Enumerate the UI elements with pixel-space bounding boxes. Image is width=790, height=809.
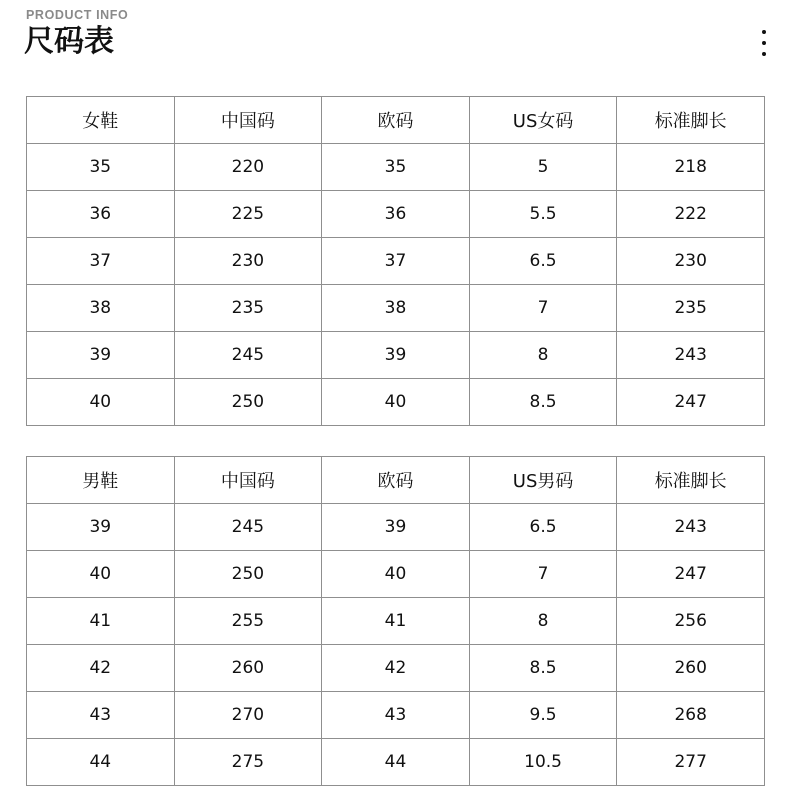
table-cell: 40 bbox=[27, 379, 175, 426]
table-cell: 230 bbox=[617, 238, 765, 285]
more-dot bbox=[762, 52, 766, 56]
men-size-table bbox=[26, 456, 765, 786]
column-header: 欧码 bbox=[322, 97, 470, 144]
table-cell: 36 bbox=[27, 191, 175, 238]
table-row bbox=[27, 332, 765, 379]
more-vertical-icon[interactable] bbox=[752, 26, 776, 60]
table-cell: 37 bbox=[322, 238, 470, 285]
table-cell: 222 bbox=[617, 191, 765, 238]
table-cell: 35 bbox=[322, 144, 470, 191]
table-cell: 38 bbox=[27, 285, 175, 332]
table-cell: 44 bbox=[322, 739, 470, 786]
table-cell: 38 bbox=[322, 285, 470, 332]
table-cell: 8.5 bbox=[469, 379, 617, 426]
table-cell: 8 bbox=[469, 598, 617, 645]
table-cell: 245 bbox=[174, 504, 322, 551]
table-cell: 39 bbox=[27, 332, 175, 379]
table-cell: 9.5 bbox=[469, 692, 617, 739]
table-cell: 270 bbox=[174, 692, 322, 739]
table-cell: 10.5 bbox=[469, 739, 617, 786]
table-row bbox=[27, 692, 765, 739]
column-header: 中国码 bbox=[174, 97, 322, 144]
table-cell: 220 bbox=[174, 144, 322, 191]
table-cell: 268 bbox=[617, 692, 765, 739]
table-cell: 256 bbox=[617, 598, 765, 645]
table-row bbox=[27, 285, 765, 332]
table-cell: 39 bbox=[322, 332, 470, 379]
table-cell: 39 bbox=[27, 504, 175, 551]
table-cell: 36 bbox=[322, 191, 470, 238]
table-cell: 225 bbox=[174, 191, 322, 238]
column-header: 欧码 bbox=[322, 457, 470, 504]
page-title: 尺码表 bbox=[24, 24, 114, 59]
table-cell: 255 bbox=[174, 598, 322, 645]
table-cell: 250 bbox=[174, 551, 322, 598]
table-cell: 218 bbox=[617, 144, 765, 191]
table-cell: 43 bbox=[27, 692, 175, 739]
table-cell: 243 bbox=[617, 504, 765, 551]
table-cell: 5.5 bbox=[469, 191, 617, 238]
column-header: 男鞋 bbox=[27, 457, 175, 504]
table-row bbox=[27, 645, 765, 692]
table-cell: 44 bbox=[27, 739, 175, 786]
table-cell: 40 bbox=[27, 551, 175, 598]
table-cell: 41 bbox=[322, 598, 470, 645]
table-cell: 40 bbox=[322, 379, 470, 426]
table-row bbox=[27, 504, 765, 551]
table-cell: 260 bbox=[617, 645, 765, 692]
column-header: 标准脚长 bbox=[617, 457, 765, 504]
column-header: 标准脚长 bbox=[617, 97, 765, 144]
table-cell: 6.5 bbox=[469, 238, 617, 285]
women-size-table bbox=[26, 96, 765, 426]
table-cell: 39 bbox=[322, 504, 470, 551]
section-eyebrow: PRODUCT INFO bbox=[26, 8, 129, 22]
table-cell: 42 bbox=[27, 645, 175, 692]
table-cell: 8.5 bbox=[469, 645, 617, 692]
more-dot bbox=[762, 30, 766, 34]
table-row bbox=[27, 144, 765, 191]
table-row bbox=[27, 598, 765, 645]
table-cell: 250 bbox=[174, 379, 322, 426]
column-header: 中国码 bbox=[174, 457, 322, 504]
column-header: US男码 bbox=[469, 457, 617, 504]
table-cell: 7 bbox=[469, 551, 617, 598]
table-cell: 5 bbox=[469, 144, 617, 191]
table-cell: 243 bbox=[617, 332, 765, 379]
table-cell: 35 bbox=[27, 144, 175, 191]
table-cell: 277 bbox=[617, 739, 765, 786]
table-cell: 245 bbox=[174, 332, 322, 379]
more-dot bbox=[762, 41, 766, 45]
table-cell: 247 bbox=[617, 551, 765, 598]
table-row bbox=[27, 739, 765, 786]
table-cell: 6.5 bbox=[469, 504, 617, 551]
table-cell: 41 bbox=[27, 598, 175, 645]
table-cell: 230 bbox=[174, 238, 322, 285]
table-cell: 40 bbox=[322, 551, 470, 598]
table-cell: 37 bbox=[27, 238, 175, 285]
table-cell: 247 bbox=[617, 379, 765, 426]
column-header: 女鞋 bbox=[27, 97, 175, 144]
table-cell: 275 bbox=[174, 739, 322, 786]
table-row bbox=[27, 551, 765, 598]
table-header-row bbox=[27, 457, 765, 504]
table-row bbox=[27, 379, 765, 426]
table-cell: 7 bbox=[469, 285, 617, 332]
table-cell: 235 bbox=[174, 285, 322, 332]
table-row bbox=[27, 191, 765, 238]
table-row bbox=[27, 238, 765, 285]
table-cell: 43 bbox=[322, 692, 470, 739]
table-cell: 42 bbox=[322, 645, 470, 692]
table-cell: 235 bbox=[617, 285, 765, 332]
table-cell: 260 bbox=[174, 645, 322, 692]
column-header: US女码 bbox=[469, 97, 617, 144]
table-header-row bbox=[27, 97, 765, 144]
table-cell: 8 bbox=[469, 332, 617, 379]
